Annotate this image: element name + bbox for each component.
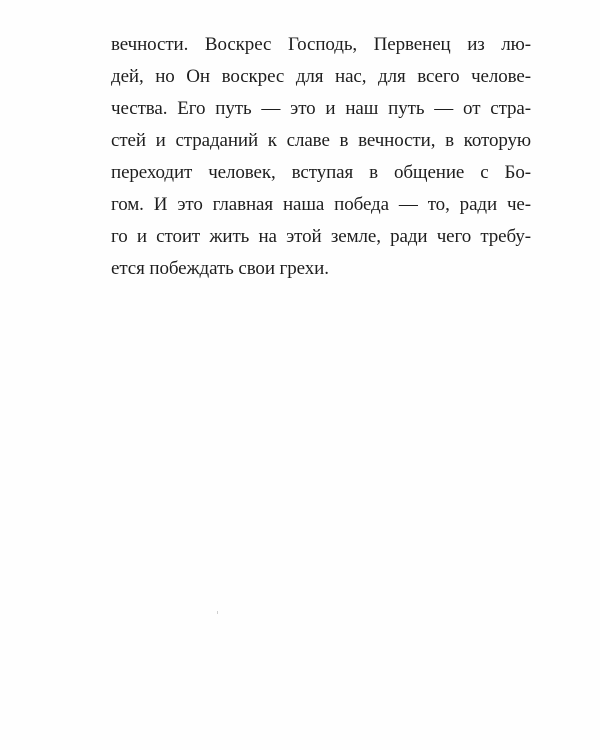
paragraph-line: дей, но Он воскрес для нас, для всего челове- (111, 66, 531, 87)
paragraph-line: чества. Его путь — это и наш путь — от стра- (111, 98, 531, 119)
body-paragraph (111, 29, 531, 285)
paragraph-line: гом. И это главная наша победа — то, ради че- (111, 194, 531, 215)
paragraph-line: стей и страданий к славе в вечности, в которую (111, 130, 531, 151)
paper-speck (217, 611, 218, 614)
paragraph-line: го и стоит жить на этой земле, ради чего требу- (111, 226, 531, 247)
paragraph-line: вечности. Воскрес Господь, Первенец из лю- (111, 34, 531, 55)
paragraph-line: ется побеждать свои грехи. (111, 258, 329, 279)
paragraph-line: переходит человек, вступая в общение с Бо- (111, 162, 531, 183)
